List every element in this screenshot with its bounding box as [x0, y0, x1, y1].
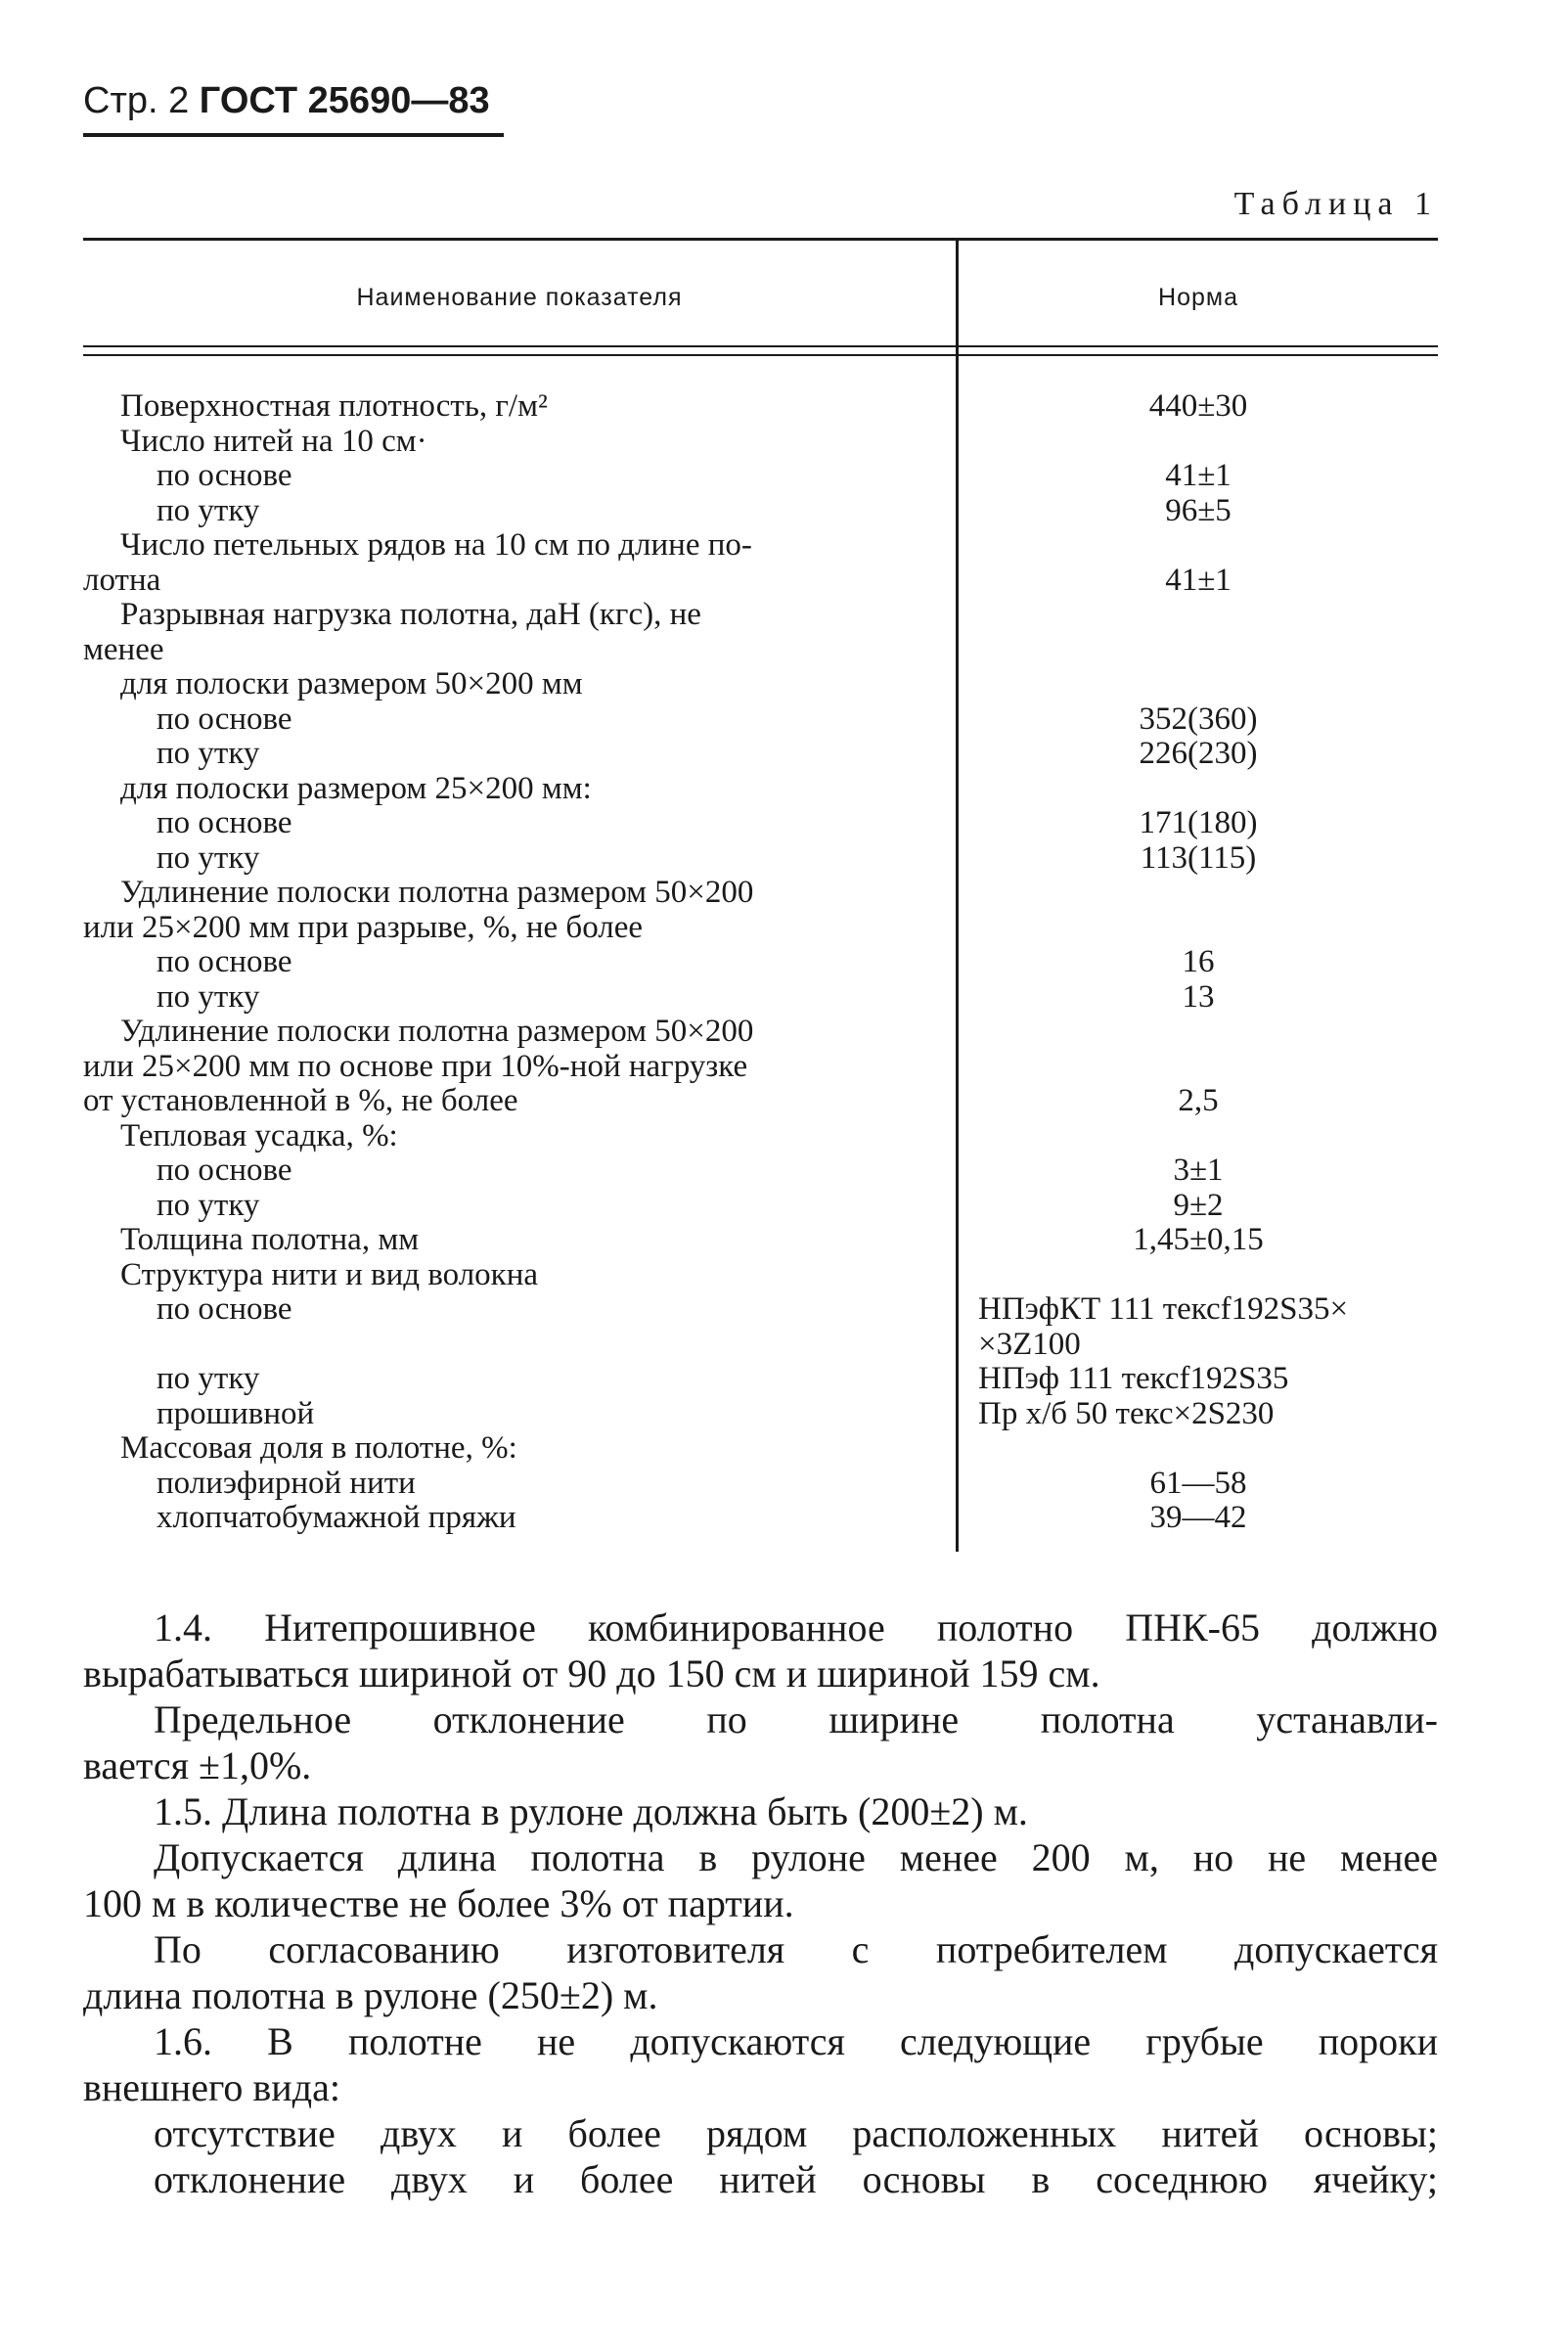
row-label: для полоски размером 25×200 мм:	[120, 770, 592, 806]
table-row	[0, 667, 1568, 702]
row-value: 41±1	[1165, 458, 1232, 493]
page-number: Стр. 2	[83, 80, 190, 121]
row-label: от установленной в %, не более	[83, 1083, 518, 1118]
table-row	[0, 980, 1568, 1016]
paragraph-agreement-cont: длина полотна в рулоне (250±2) м.	[83, 1973, 658, 2017]
row-value: 96±5	[1165, 492, 1232, 528]
table-row	[0, 528, 1568, 564]
paragraph-length-allowance-cont: 100 м в количестве не более 3% от партии.	[83, 1881, 794, 1925]
table-row	[0, 1050, 1568, 1085]
row-value: 41±1	[1165, 562, 1232, 598]
row-value: 9±2	[1173, 1187, 1224, 1223]
row-label: Поверхностная плотность, г/м²	[120, 388, 548, 424]
column-header-name: Наименование показателя	[356, 284, 683, 311]
row-label: менее	[83, 631, 164, 667]
row-label: по утку	[157, 736, 260, 771]
row-label: Тепловая усадка, %:	[120, 1117, 398, 1153]
row-label: по основе	[157, 1153, 292, 1188]
table-row	[0, 806, 1568, 841]
table-row	[0, 598, 1568, 633]
column-header-norm: Норма	[1158, 284, 1238, 311]
row-label: по основе	[157, 458, 292, 493]
row-label: Массовая доля в полотне, %:	[120, 1430, 517, 1466]
paragraph-1-5: 1.5. Длина полотна в рулоне должна быть (200±2) м.	[154, 1789, 1028, 1833]
row-value: 3±1	[1173, 1153, 1224, 1188]
defect-item: отклонение двух и более нитей основы в соседнюю ячейку;	[154, 2157, 1438, 2201]
table-row	[0, 494, 1568, 529]
row-value: 39—42	[1149, 1500, 1247, 1535]
row-label: по основе	[157, 701, 292, 737]
row-value: 226(230)	[1139, 736, 1258, 771]
row-value: ×3Z100	[978, 1326, 1081, 1362]
row-value: 16	[1182, 944, 1215, 979]
table-row	[0, 911, 1568, 946]
defect-item: отсутствие двух и более рядом расположенных нитей основы;	[154, 2111, 1438, 2155]
header-rule	[83, 133, 504, 137]
table-row	[0, 1362, 1568, 1397]
row-value: 440±30	[1148, 388, 1248, 424]
row-label: Структура нити и вид волокна	[120, 1256, 539, 1292]
table-header-rule-second	[83, 354, 1438, 356]
table-header-rule	[83, 345, 1438, 347]
table-row	[0, 1223, 1568, 1258]
paragraph-agreement: По согласованию изготовителя с потребителем допускается	[154, 1927, 1438, 1971]
row-label: по основе	[157, 944, 292, 979]
row-value: НПэфКТ 111 тексf192S35×	[978, 1291, 1349, 1327]
row-value: 61—58	[1149, 1465, 1247, 1501]
table-row	[0, 1397, 1568, 1432]
row-label: по утку	[157, 1361, 260, 1396]
table-row	[0, 1501, 1568, 1536]
paragraph-tolerance-cont: вается ±1,0%.	[83, 1743, 312, 1787]
row-value: 1,45±0,15	[1133, 1222, 1264, 1257]
row-label: или 25×200 мм при разрыве, %, не более	[83, 909, 644, 945]
row-label: Толщина полотна, мм	[120, 1222, 420, 1257]
row-label: Число нитей на 10 см·	[120, 423, 427, 459]
table-row	[0, 389, 1568, 425]
body-text	[83, 1605, 1438, 2202]
row-label: лотна	[83, 562, 161, 598]
table-row	[0, 1189, 1568, 1224]
row-label: по утку	[157, 492, 260, 528]
table-row	[0, 459, 1568, 494]
row-label: по основе	[157, 1291, 292, 1327]
row-value: 352(360)	[1139, 701, 1258, 737]
table-row	[0, 425, 1568, 460]
paragraph-length-allowance: Допускается длина полотна в рулоне менее 200 м, но не менее	[154, 1835, 1438, 1879]
table-row	[0, 564, 1568, 599]
row-value: Пр х/б 50 текс×2S230	[978, 1395, 1275, 1431]
row-label: для полоски размером 50×200 мм	[120, 666, 583, 701]
row-label: хлопчатобумажной пряжи	[157, 1500, 516, 1535]
paragraph-1-6: 1.6. В полотне не допускаются следующие грубые пороки	[154, 2019, 1438, 2063]
table-caption: Таблица 1	[1233, 186, 1438, 222]
table-row	[0, 945, 1568, 980]
table-row	[0, 1084, 1568, 1119]
row-label: Разрывная нагрузка полотна, даН (кгс), не	[120, 597, 701, 632]
table-row	[0, 1015, 1568, 1050]
table-row	[0, 1153, 1568, 1189]
table-row	[0, 772, 1568, 807]
table-row	[0, 1292, 1568, 1328]
row-label: или 25×200 мм по основе при 10%-ной нагрузке	[83, 1048, 748, 1084]
table-row	[0, 1431, 1568, 1467]
table-top-rule	[83, 238, 1438, 241]
table-row	[0, 876, 1568, 911]
paragraph-tolerance: Предельное отклонение по ширине полотна устанавли-	[154, 1697, 1438, 1741]
table-row	[0, 1467, 1568, 1502]
row-value: НПэф 111 тексf192S35	[978, 1361, 1289, 1396]
row-value: 113(115)	[1140, 839, 1257, 876]
paragraph-1-6-cont: внешнего вида:	[83, 2065, 340, 2109]
row-label: прошивной	[157, 1395, 315, 1431]
standard-number: ГОСТ 25690—83	[199, 80, 490, 121]
row-label: по утку	[157, 839, 260, 876]
row-label: Число петельных рядов на 10 см по длине по-	[120, 527, 752, 563]
paragraph-1-4-cont: вырабатываться шириной от 90 до 150 см и шириной 159 см.	[83, 1651, 1100, 1695]
table-row	[0, 702, 1568, 738]
table-row	[0, 1328, 1568, 1363]
row-label: по основе	[157, 805, 292, 840]
table-row	[0, 1119, 1568, 1154]
row-label: Удлинение полоски полотна размером 50×200	[120, 875, 754, 910]
row-label: по утку	[157, 1187, 260, 1223]
table-row	[0, 633, 1568, 668]
table-row	[0, 1258, 1568, 1293]
row-value: 171(180)	[1139, 805, 1258, 840]
row-value: 2,5	[1178, 1083, 1219, 1118]
row-label: полиэфирной нити	[157, 1465, 416, 1501]
row-label: Удлинение полоски полотна размером 50×200	[120, 1014, 754, 1049]
row-label: по утку	[157, 978, 260, 1015]
table-row	[0, 737, 1568, 772]
paragraph-1-4: 1.4. Нитепрошивное комбинированное полотно ПНК-65 должно	[154, 1605, 1438, 1650]
row-value: 13	[1182, 978, 1215, 1015]
page-header	[83, 80, 490, 122]
table-row	[0, 841, 1568, 877]
table-body	[0, 389, 1568, 1536]
